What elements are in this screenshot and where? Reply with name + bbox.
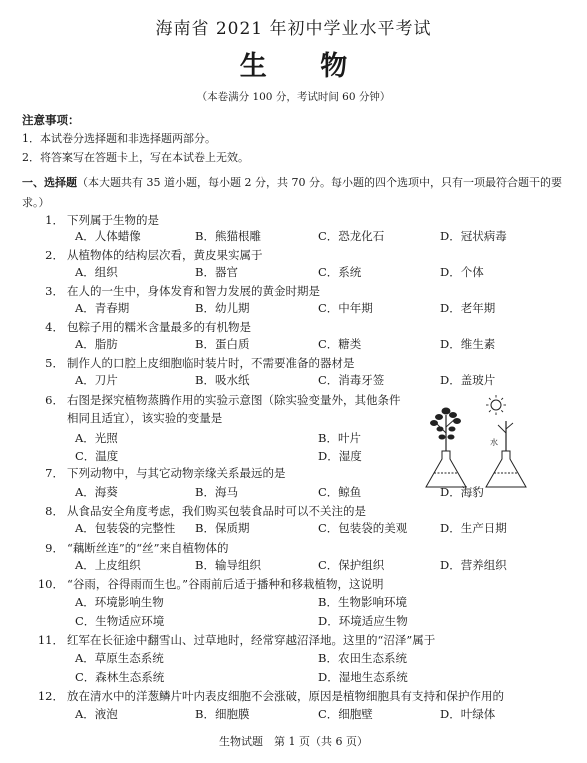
option: B．海马 [195, 485, 238, 499]
option: A．青春期 [75, 301, 130, 315]
option: A．海葵 [75, 485, 118, 499]
option: B．吸水纸 [195, 373, 250, 387]
option: C．消毒牙签 [318, 373, 385, 387]
option: B．保质期 [195, 521, 250, 535]
option: D．湿地生态系统 [318, 670, 408, 684]
question-stem: 5． 制作人的口腔上皮细胞临时装片时，不需要准备的器材是 [45, 356, 355, 370]
option: B．叶片 [318, 431, 361, 445]
option: D．营养组织 [440, 558, 507, 572]
question-stem: 8． 从食品安全角度考虑，我们购买包装食品时可以不关注的是 [45, 504, 366, 518]
question-stem: 3． 在人的一生中，身体发育和智力发展的黄金时期是 [45, 284, 320, 298]
option: C．生物适应环境 [75, 614, 165, 628]
question-stem: 1． 下列属于生物的是 [45, 213, 159, 227]
option: B．细胞膜 [195, 707, 250, 721]
option: A．脂肪 [75, 337, 118, 351]
exam-title: 海南省 2021 年初中学业水平考试 [155, 19, 432, 39]
question-stem: 2． 从植物体的结构层次看，黄皮果实属于 [45, 248, 263, 262]
option: D．叶绿体 [440, 707, 496, 721]
question-stem: 4． 包粽子用的糯米含量最多的有机物是 [45, 320, 251, 334]
option: A．组织 [75, 265, 118, 279]
question-stem: 10． “谷雨，谷得雨而生也。”谷雨前后适于播种和移栽植物，这说明 [37, 577, 384, 591]
question-stem: 11． 红军在长征途中翻雪山、过草地时，经常穿越沼泽地。这里的“沼泽”属于 [37, 633, 436, 647]
option: D．环境适应生物 [318, 614, 408, 628]
option: A．包装袋的完整性 [75, 521, 176, 535]
section-label: 一、选择题 [22, 176, 77, 189]
option: D．海豹 [440, 485, 484, 499]
question-stem: 12． 放在清水中的洋葱鳞片叶内表皮细胞不会涨破，原因是植物细胞具有支持和保护作用的 [37, 689, 504, 703]
water-label: 水 [490, 438, 498, 447]
question-stem-continued: 相同且适宜），该实验的变量是 [67, 411, 223, 425]
option: B．器官 [195, 265, 238, 279]
option: C．系统 [318, 265, 362, 279]
leafy-branch-icon [431, 408, 461, 451]
option: B．蛋白质 [195, 337, 250, 351]
option: C．糖类 [318, 337, 362, 351]
option: A．人体蜡像 [75, 229, 141, 243]
option: C．鲸鱼 [318, 485, 362, 499]
transpiration-experiment-figure [418, 393, 538, 493]
subject-title: 生 物 [239, 51, 370, 82]
option: D．老年期 [440, 301, 496, 315]
question-stem: 9． “藕断丝连”的“丝”来自植物体的 [45, 541, 229, 555]
option: B．农田生态系统 [318, 651, 407, 665]
option: C．森林生态系统 [75, 670, 165, 684]
option: B．熊猫根雕 [195, 229, 261, 243]
option: D．湿度 [318, 449, 362, 463]
option: A．刀片 [75, 373, 118, 387]
page-footer: 生物试题 第 1 页（共 6 页） [219, 735, 368, 748]
option: B．生物影响环境 [318, 595, 407, 609]
option: A．光照 [75, 431, 118, 445]
flask-icon [426, 451, 526, 487]
option: C．温度 [75, 449, 119, 463]
option: A．草原生态系统 [75, 651, 164, 665]
option: D．维生素 [440, 337, 496, 351]
question-stem: 7． 下列动物中，与其它动物亲缘关系最远的是 [45, 466, 286, 480]
option: C．细胞壁 [318, 707, 373, 721]
sun-icon [486, 395, 506, 415]
note-item: 1．本试卷分选择题和非选择题两部分。 [22, 132, 216, 145]
option: C．中年期 [318, 301, 373, 315]
option: B．输导组织 [195, 558, 261, 572]
option: D．生产日期 [440, 521, 507, 535]
option: D．冠状病毒 [440, 229, 507, 243]
score-info: （本卷满分 100 分，考试时间 60 分钟） [196, 91, 391, 103]
option: A．液泡 [75, 707, 118, 721]
section-heading [22, 173, 567, 213]
option: C．恐龙化石 [318, 229, 385, 243]
bare-branch-icon [498, 421, 513, 451]
section-instruction: （本大题共有 35 道小题，每小题 2 分，共 70 分。每小题的四个选项中，只有一项最符合题干的要求。） [22, 176, 562, 209]
question-stem: 6． 右图是探究植物蒸腾作用的实验示意图（除实验变量外，其他条件 [45, 393, 401, 407]
option: D．个体 [440, 265, 484, 279]
option: C．保护组织 [318, 558, 385, 572]
note-item: 2．将答案写在答题卡上，写在本试卷上无效。 [22, 151, 249, 164]
option: C．包装袋的美观 [318, 521, 408, 535]
option: B．幼儿期 [195, 301, 250, 315]
option: A．上皮组织 [75, 558, 141, 572]
option: D．盖玻片 [440, 373, 496, 387]
notes-heading: 注意事项： [22, 113, 80, 127]
option: A．环境影响生物 [75, 595, 164, 609]
